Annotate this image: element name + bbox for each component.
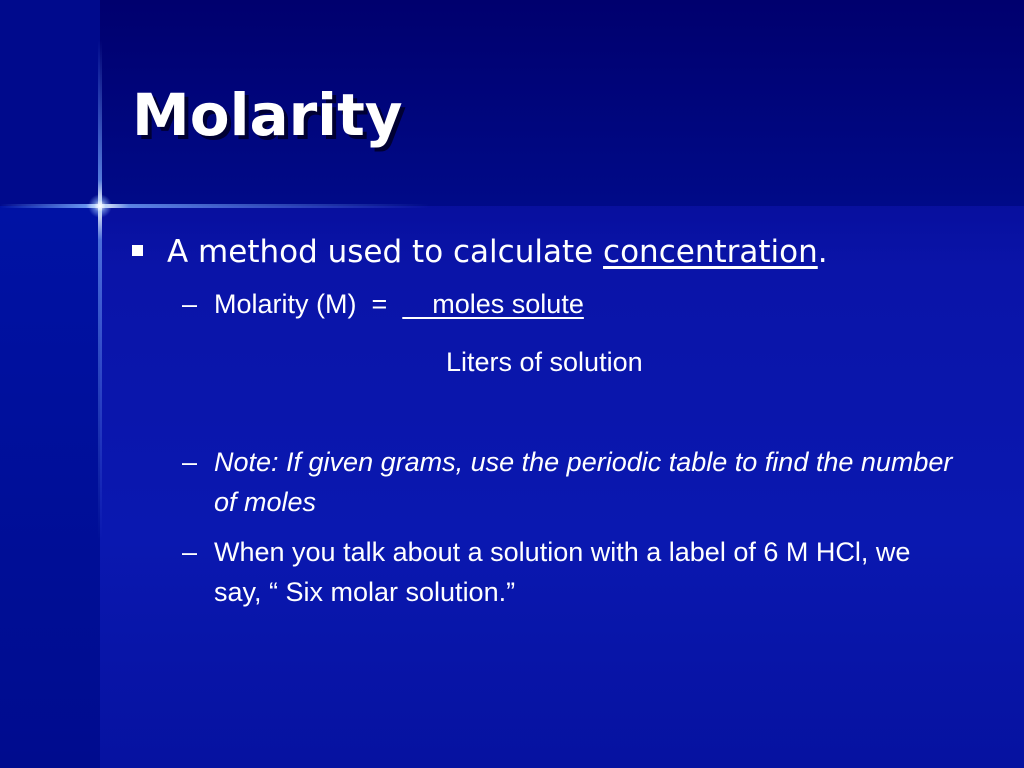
square-bullet-icon	[132, 245, 143, 256]
dash-marker: –	[182, 537, 198, 567]
dash-marker: –	[182, 289, 198, 319]
slide-title: Molarity	[132, 81, 403, 149]
note-text: Note: If given grams, use the periodic table to find the number of moles	[214, 447, 953, 517]
molar-example-text: When you talk about a solution with a label of 6 M HCl, we say, “ Six molar solution.”	[214, 537, 911, 607]
formula-label: Molarity (M) =	[214, 289, 403, 319]
corner-block	[0, 0, 100, 206]
formula-numerator: moles solute	[402, 289, 584, 319]
left-band	[0, 206, 100, 768]
dash-marker: –	[182, 447, 198, 477]
formula-line	[214, 284, 584, 324]
bullet-underlined-term: concentration	[603, 234, 818, 270]
light-flare-core	[88, 194, 112, 218]
bullet-item	[132, 232, 828, 272]
formula-denominator: Liters of solution	[446, 347, 643, 377]
light-flare-horizontal	[0, 204, 430, 208]
bullet-punctuation: .	[817, 234, 828, 270]
light-flare-vertical	[98, 40, 102, 540]
bullet-text: A method used to calculate	[167, 234, 604, 270]
